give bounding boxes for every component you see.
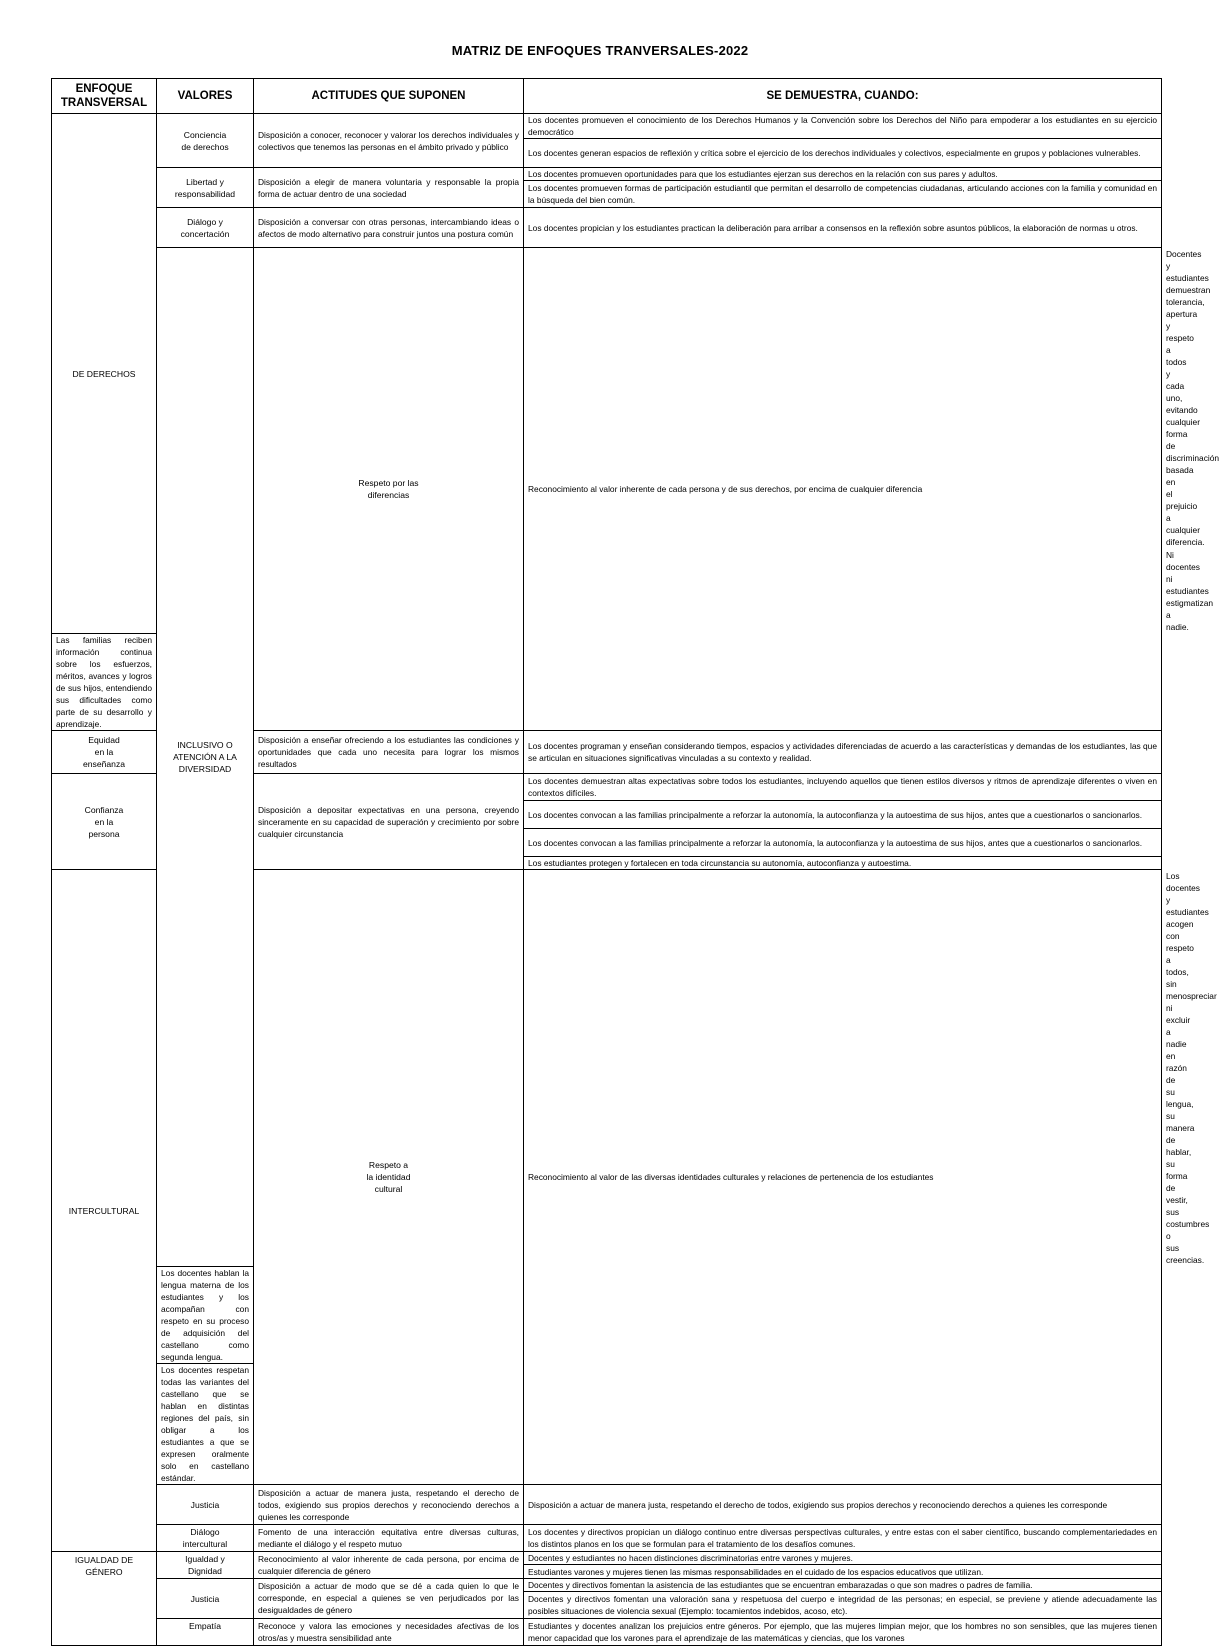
actitud-cell: Reconocimiento al valor inherente de cada persona, por encima de cualquier diferencia de género xyxy=(254,1552,524,1579)
actitud-cell: Disposición a enseñar ofreciendo a los estudiantes las condiciones y oportunidades que cada uno necesita para lograr los mismos resultados xyxy=(254,731,524,774)
demuestra-cell: Los docentes promueven formas de participación estudiantil que permitan el desarrollo de competencias ciudadanas, articulando acciones con la familia y comunidad en la búsqueda del bien común. xyxy=(524,181,1162,208)
valor-cell: Diálogo y concertación xyxy=(157,208,254,248)
demuestra-cell: Docentes y estudiantes no hacen distinciones discriminatorias entre varones y mujeres. xyxy=(524,1552,1162,1565)
demuestra-cell: Disposición a actuar de manera justa, respetando el derecho de todos, exigiendo sus propios derechos y reconociendo derechos a quienes les corresponde xyxy=(524,1485,1162,1525)
header-demuestra: SE DEMUESTRA, CUANDO: xyxy=(524,79,1162,114)
valor-cell: Conciencia de derechos xyxy=(157,114,254,168)
enfoque-cell: INTERCULTURAL xyxy=(52,870,157,1552)
demuestra-cell: Las familias reciben información continua sobre los esfuerzos, méritos, avances y logros de sus hijos, entendiendo sus dificultades como parte de su desarrollo y aprendizaje. xyxy=(52,634,157,731)
table-header-row xyxy=(52,79,1162,114)
valor-cell: Justicia xyxy=(157,1485,254,1525)
valor-cell: Respeto por las diferencias xyxy=(254,248,524,731)
demuestra-cell: Los docentes convocan a las familias principalmente a reforzar la autonomía, la autoconfianza y la autoestima de sus hijos, antes que a cuestionarlos o sancionarlos. xyxy=(524,829,1162,857)
actitud-cell: Disposición a actuar de modo que se dé a cada quien lo que le corresponde, en especial a quienes se ven perjudicados por las desigualdades de género xyxy=(254,1579,524,1619)
actitud-cell: Disposición a depositar expectativas en una persona, creyendo sinceramente en su capacidad de superación y crecimiento por sobre cualquier circunstancia xyxy=(254,774,524,870)
actitud-cell: Reconoce y valora las emociones y necesidades afectivas de los otros/as y muestra sensibilidad ante xyxy=(254,1619,524,1646)
table-row: INTERCULTURAL Respeto a la identidad cultural Reconocimiento al valor de las diversas identidades culturales y relaciones de pertenencia de los estudiantes Los docentes y estudiantes acogen con respeto a todos, sin menospreciar ni excluir a nadie en razón de su lengua, su manera de hablar, su forma de vestir, sus costumbres o sus creencias. xyxy=(52,870,1162,1267)
actitud-cell: Disposición a conocer, reconocer y valorar los derechos individuales y colectivos que tenemos las personas en el ámbito privado y público xyxy=(254,114,524,168)
actitud-cell: Disposición a elegir de manera voluntaria y responsable la propia forma de actuar dentro de una sociedad xyxy=(254,168,524,208)
valor-cell: Confianza en la persona xyxy=(52,774,157,870)
demuestra-cell: Los docentes convocan a las familias principalmente a reforzar la autonomía, la autoconfianza y la autoestima de sus hijos, antes que a cuestionarlos o sancionarlos. xyxy=(524,801,1162,829)
valor-cell: Justicia xyxy=(157,1579,254,1619)
actitud-cell: Disposición a conversar con otras personas, intercambiando ideas o afectos de modo alternativo para construir juntos una postura común xyxy=(254,208,524,248)
header-actitudes: ACTITUDES QUE SUPONEN xyxy=(254,79,524,114)
demuestra-cell: Estudiantes varones y mujeres tienen las mismas responsabilidades en el cuidado de los espacios educativos que utilizan. xyxy=(524,1565,1162,1579)
demuestra-cell: Los docentes demuestran altas expectativas sobre todos los estudiantes, incluyendo aquellos que tienen estilos diversos y ritmos de aprendizaje diferentes o viven en contextos difíciles. xyxy=(524,774,1162,801)
valor-cell: Equidad en la enseñanza xyxy=(52,731,157,774)
header-enfoque: ENFOQUE TRANSVERSAL xyxy=(52,79,157,114)
demuestra-cell: Los docentes hablan la lengua materna de los estudiantes y los acompañan con respeto en su proceso de adquisición del castellano como segunda lengua. xyxy=(157,1267,254,1364)
table-row: Ni docentes ni estudiantes estigmatizan a nadie. xyxy=(1166,550,1214,632)
demuestra-cell: Los docentes y directivos propician un diálogo continuo entre diversas perspectivas culturales, y entre estas con el saber científico, buscando complementariedades en los distintos planos en los que se formulan para el tratamiento de los desafíos comunes. xyxy=(524,1525,1162,1552)
table-row xyxy=(52,114,1162,139)
demuestra-cell: Los docentes propician y los estudiantes practican la deliberación para arribar a consensos en la reflexión sobre asuntos públicos, la elaboración de normas u otros. xyxy=(524,208,1162,248)
table-row: INCLUSIVO O ATENCIÓN A LA DIVERSIDAD Respeto por las diferencias Reconocimiento al valor inherente de cada persona y de sus derechos, por encima de cualquier diferencia Docentes y estudiantes demuestran tolerancia, apertura y respeto a todos y cada uno, evitando cualquier forma de discriminación basada en el prejuicio a cualquier diferencia. xyxy=(52,248,1162,549)
demuestra-cell: Los docentes programan y enseñan considerando tiempos, espacios y actividades diferenciadas de acuerdo a las características y demandas de los estudiantes, las que se articulan en situaciones significativas vinculadas a su contexto y realidad. xyxy=(524,731,1162,774)
actitud-cell: Disposición a actuar de manera justa, respetando el derecho de todos, exigiendo sus propios derechos y reconociendo derechos a quienes les corresponde xyxy=(254,1485,524,1525)
table-row xyxy=(52,208,1162,248)
enfoques-matrix-table xyxy=(51,78,1219,1646)
demuestra-cell: Docentes y directivos fomentan una valoración sana y respetuosa del cuerpo e integridad de las personas; en especial, se previene y atiende adecuadamente las posibles situaciones de violencia sexual (Ejemplo: tocamientos indebidos, acoso, etc). xyxy=(524,1592,1162,1619)
valor-cell: Igualdad y Dignidad xyxy=(157,1552,254,1579)
demuestra-cell: Estudiantes y docentes analizan los prejuicios entre géneros. Por ejemplo, que las mujeres limpian mejor, que los hombres no son sensibles, que las mujeres tienen menor capacidad que los varones para el aprendizaje de las matemáticas y ciencias, que los varones xyxy=(524,1619,1162,1646)
demuestra-cell: Los docentes promueven el conocimiento de los Derechos Humanos y la Convención sobre los Derechos del Niño para empoderar a los estudiantes en su ejercicio democrático xyxy=(524,114,1162,139)
table-row xyxy=(52,1619,1162,1646)
page-title: MATRIZ DE ENFOQUES TRANVERSALES-2022 xyxy=(451,43,749,58)
enfoque-cell: IGUALDAD DE GÉNERO xyxy=(52,1552,157,1646)
valor-cell: Empatía xyxy=(157,1619,254,1646)
actitud-cell: Reconocimiento al valor inherente de cada persona y de sus derechos, por encima de cualquier diferencia xyxy=(524,248,1162,731)
table-row xyxy=(52,1485,1162,1525)
table-row xyxy=(52,1552,1162,1565)
valor-cell: Libertad y responsabilidad xyxy=(157,168,254,208)
enfoque-cell: INCLUSIVO O ATENCIÓN A LA DIVERSIDAD xyxy=(157,248,254,1267)
actitud-cell: Reconocimiento al valor de las diversas identidades culturales y relaciones de pertenencia de los estudiantes xyxy=(524,870,1162,1485)
demuestra-cell: Docentes y directivos fomentan la asistencia de las estudiantes que se encuentran embarazadas o que son madres o padres de familia. xyxy=(524,1579,1162,1592)
demuestra-cell: Los docentes respetan todas las variantes del castellano que se hablan en distintas regiones del país, sin obligar a los estudiantes a que se expresen oralmente solo en castellano estándar. xyxy=(157,1364,254,1485)
valor-cell: Diálogo intercultural xyxy=(157,1525,254,1552)
header-valores: VALORES xyxy=(157,79,254,114)
demuestra-cell: Los estudiantes protegen y fortalecen en toda circunstancia su autonomía, autoconfianza y autoestima. xyxy=(524,857,1162,870)
valor-cell: Respeto a la identidad cultural xyxy=(254,870,524,1485)
table-row xyxy=(52,1525,1162,1552)
actitud-cell: Fomento de una interacción equitativa entre diversas culturas, mediante el diálogo y el respeto mutuo xyxy=(254,1525,524,1552)
demuestra-cell: Los docentes promueven oportunidades para que los estudiantes ejerzan sus derechos en la relación con sus pares y adultos. xyxy=(524,168,1162,181)
table-row xyxy=(52,1579,1162,1592)
demuestra-cell: Los docentes generan espacios de reflexión y crítica sobre el ejercicio de los derechos individuales y colectivos, especialmente en grupos y poblaciones vulnerables. xyxy=(524,139,1162,168)
enfoque-cell: DE DERECHOS xyxy=(52,114,157,634)
table-row xyxy=(52,168,1162,181)
